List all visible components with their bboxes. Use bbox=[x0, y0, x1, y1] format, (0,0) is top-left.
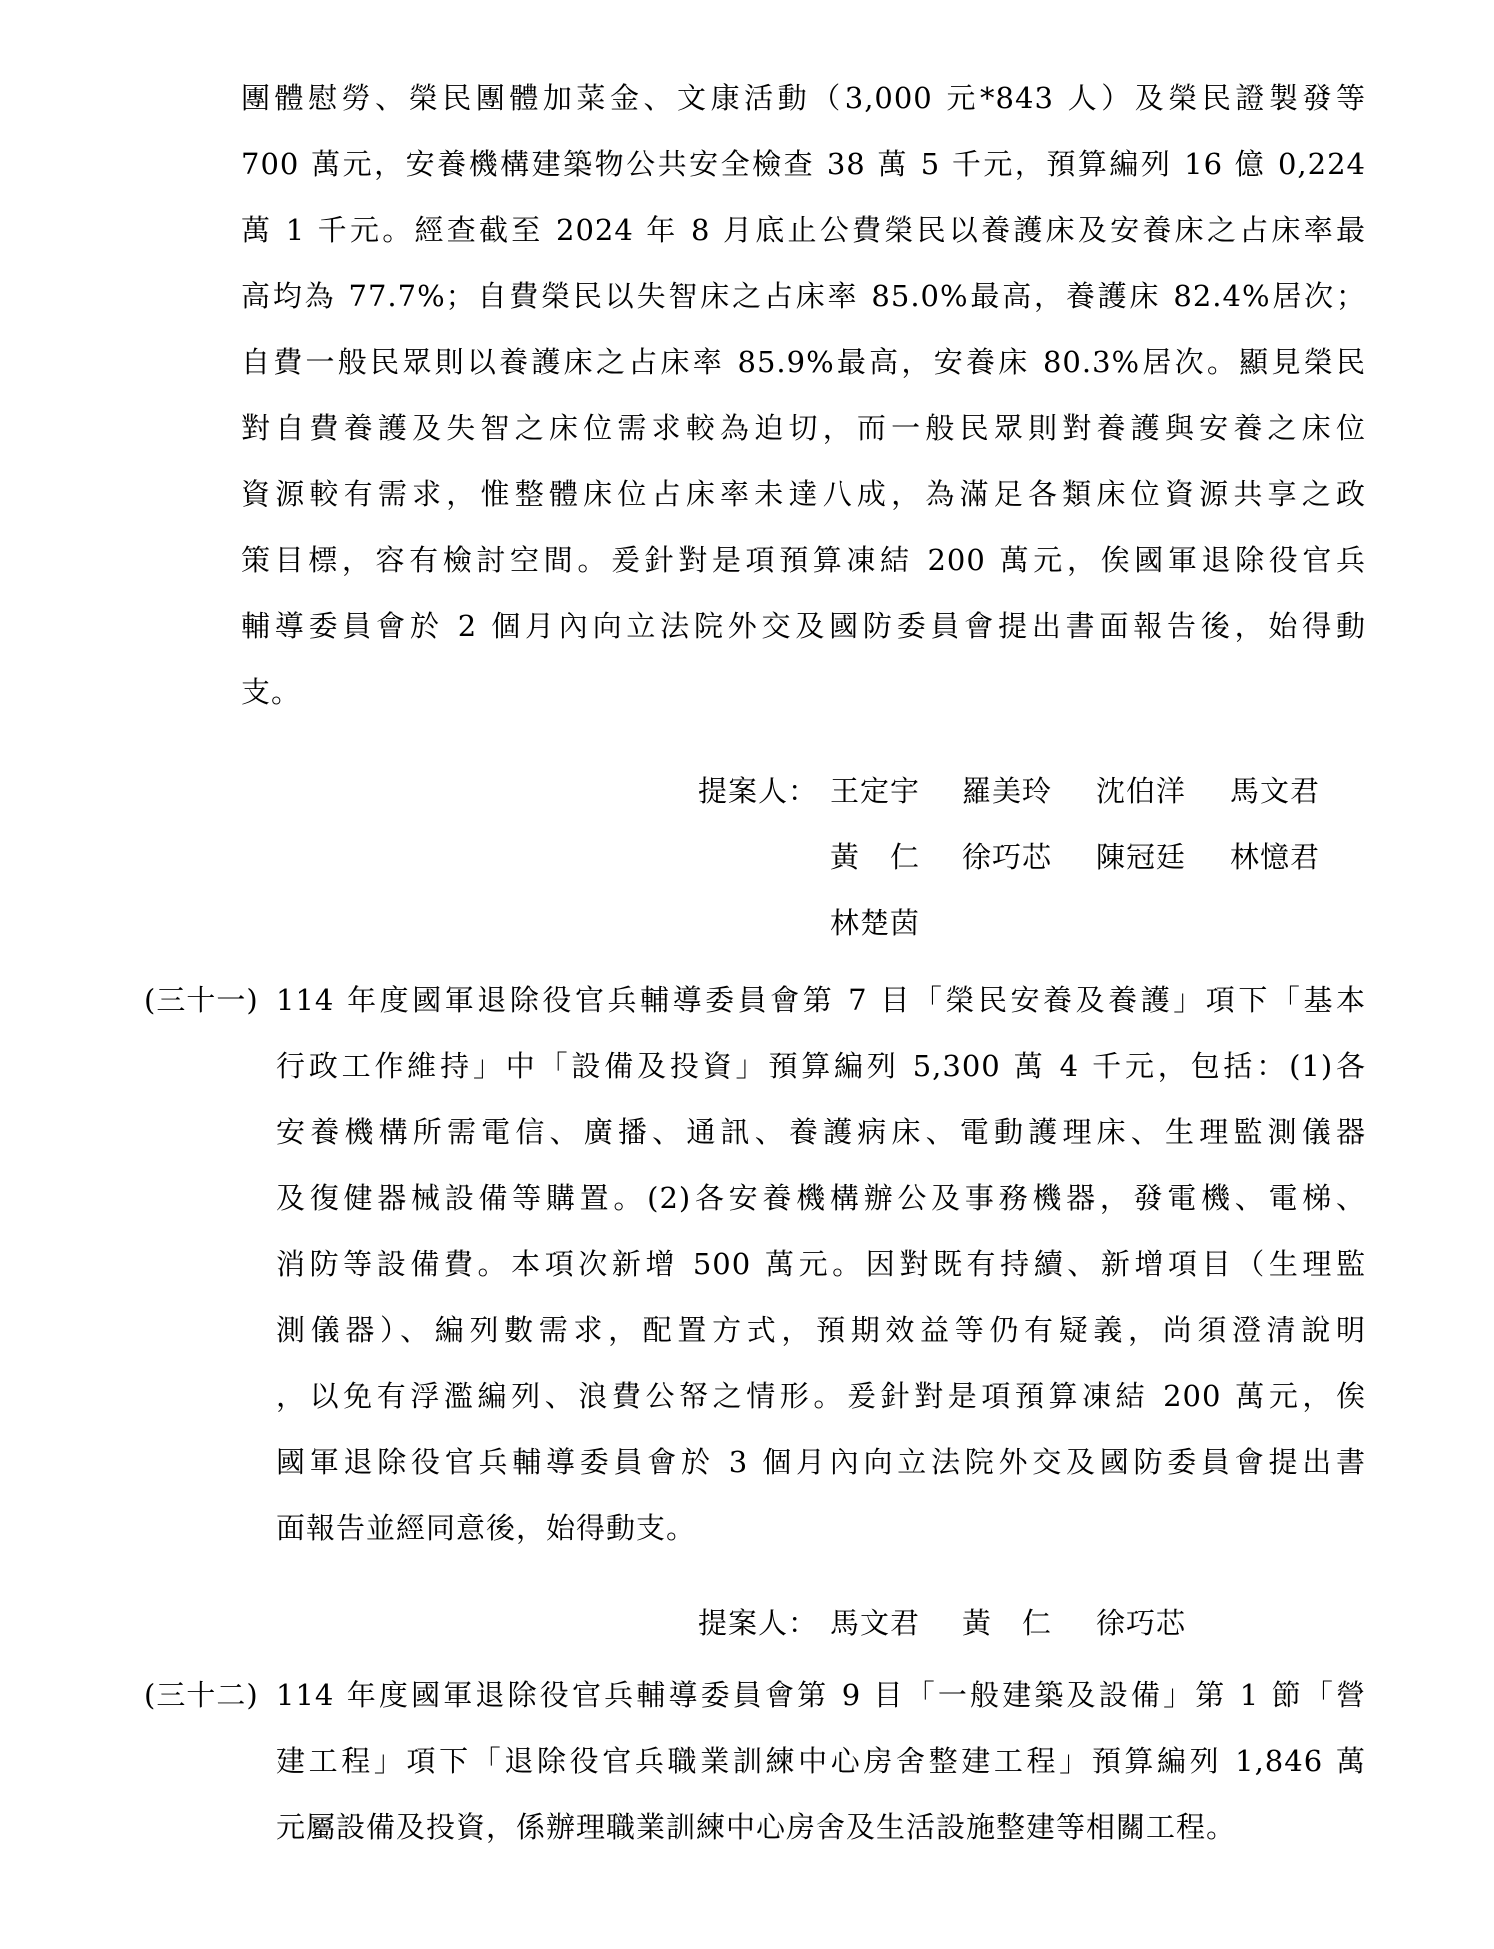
text-line: 及復健器械設備等購置。(2)各安養機構辦公及事務機器，發電機、電梯、 bbox=[276, 1181, 1366, 1215]
text-line: ，以免有浮濫編列、浪費公帑之情形。爰針對是項預算凍結 200 萬元，俟 bbox=[276, 1379, 1366, 1413]
text-line: 高均為 77.7%；自費榮民以失智床之占床率 85.0%最高，養護床 82.4%居次； bbox=[241, 279, 1366, 313]
proposer-label: 提案人： bbox=[698, 1606, 819, 1640]
proposer-name: 徐巧芯 bbox=[962, 840, 1053, 874]
proposer-name: 黃 仁 bbox=[830, 840, 921, 874]
item-label: (三十一) bbox=[144, 983, 259, 1017]
proposer-name: 馬文君 bbox=[1230, 774, 1321, 808]
text-line: 安養機構所需電信、廣播、通訊、養護病床、電動護理床、生理監測儀器 bbox=[276, 1115, 1366, 1149]
text-line: 消防等設備費。本項次新增 500 萬元。因對既有持續、新增項目（生理監 bbox=[276, 1247, 1366, 1281]
item-label: (三十二) bbox=[144, 1678, 259, 1712]
text-line: 萬 1 千元。經查截至 2024 年 8 月底止公費榮民以養護床及安養床之占床率最 bbox=[241, 213, 1366, 247]
text-line: 114 年度國軍退除役官兵輔導委員會第 9 目「一般建築及設備」第 1 節「營 bbox=[276, 1678, 1366, 1712]
proposer-label: 提案人： bbox=[698, 774, 819, 808]
proposer-name: 徐巧芯 bbox=[1096, 1606, 1187, 1640]
text-line: 700 萬元，安養機構建築物公共安全檢查 38 萬 5 千元，預算編列 16 億 0,224 bbox=[241, 147, 1366, 181]
text-line: 測儀器）、編列數需求，配置方式，預期效益等仍有疑義，尚須澄清說明 bbox=[276, 1313, 1366, 1347]
text-line: 面報告並經同意後，始得動支。 bbox=[276, 1511, 697, 1545]
text-line: 策目標，容有檢討空間。爰針對是項預算凍結 200 萬元，俟國軍退除役官兵 bbox=[241, 543, 1366, 577]
proposer-name: 羅美玲 bbox=[962, 774, 1053, 808]
text-line: 元屬設備及投資，係辦理職業訓練中心房舍及生活設施整建等相關工程。 bbox=[276, 1810, 1237, 1844]
proposer-name: 陳冠廷 bbox=[1096, 840, 1187, 874]
text-line: 國軍退除役官兵輔導委員會於 3 個月內向立法院外交及國防委員會提出書 bbox=[276, 1445, 1366, 1479]
proposer-name: 林憶君 bbox=[1230, 840, 1321, 874]
text-line: 114 年度國軍退除役官兵輔導委員會第 7 目「榮民安養及養護」項下「基本 bbox=[276, 983, 1366, 1017]
proposer-name: 林楚茵 bbox=[830, 906, 921, 940]
text-line: 團體慰勞、榮民團體加菜金、文康活動（3,000 元*843 人）及榮民證製發等 bbox=[241, 81, 1366, 115]
text-line: 資源較有需求，惟整體床位占床率未達八成，為滿足各類床位資源共享之政 bbox=[241, 477, 1366, 511]
text-line: 建工程」項下「退除役官兵職業訓練中心房舍整建工程」預算編列 1,846 萬 bbox=[276, 1744, 1366, 1778]
text-line: 對自費養護及失智之床位需求較為迫切，而一般民眾則對養護與安養之床位 bbox=[241, 411, 1366, 445]
proposer-name: 沈伯洋 bbox=[1096, 774, 1187, 808]
proposer-name: 馬文君 bbox=[830, 1606, 921, 1640]
proposer-name: 黃 仁 bbox=[962, 1606, 1053, 1640]
proposer-name: 王定宇 bbox=[830, 774, 921, 808]
text-line: 自費一般民眾則以養護床之占床率 85.9%最高，安養床 80.3%居次。顯見榮民 bbox=[241, 345, 1366, 379]
text-line: 支。 bbox=[241, 675, 302, 709]
text-line: 輔導委員會於 2 個月內向立法院外交及國防委員會提出書面報告後，始得動 bbox=[241, 609, 1366, 643]
text-line: 行政工作維持」中「設備及投資」預算編列 5,300 萬 4 千元，包括：(1)各 bbox=[276, 1049, 1366, 1083]
